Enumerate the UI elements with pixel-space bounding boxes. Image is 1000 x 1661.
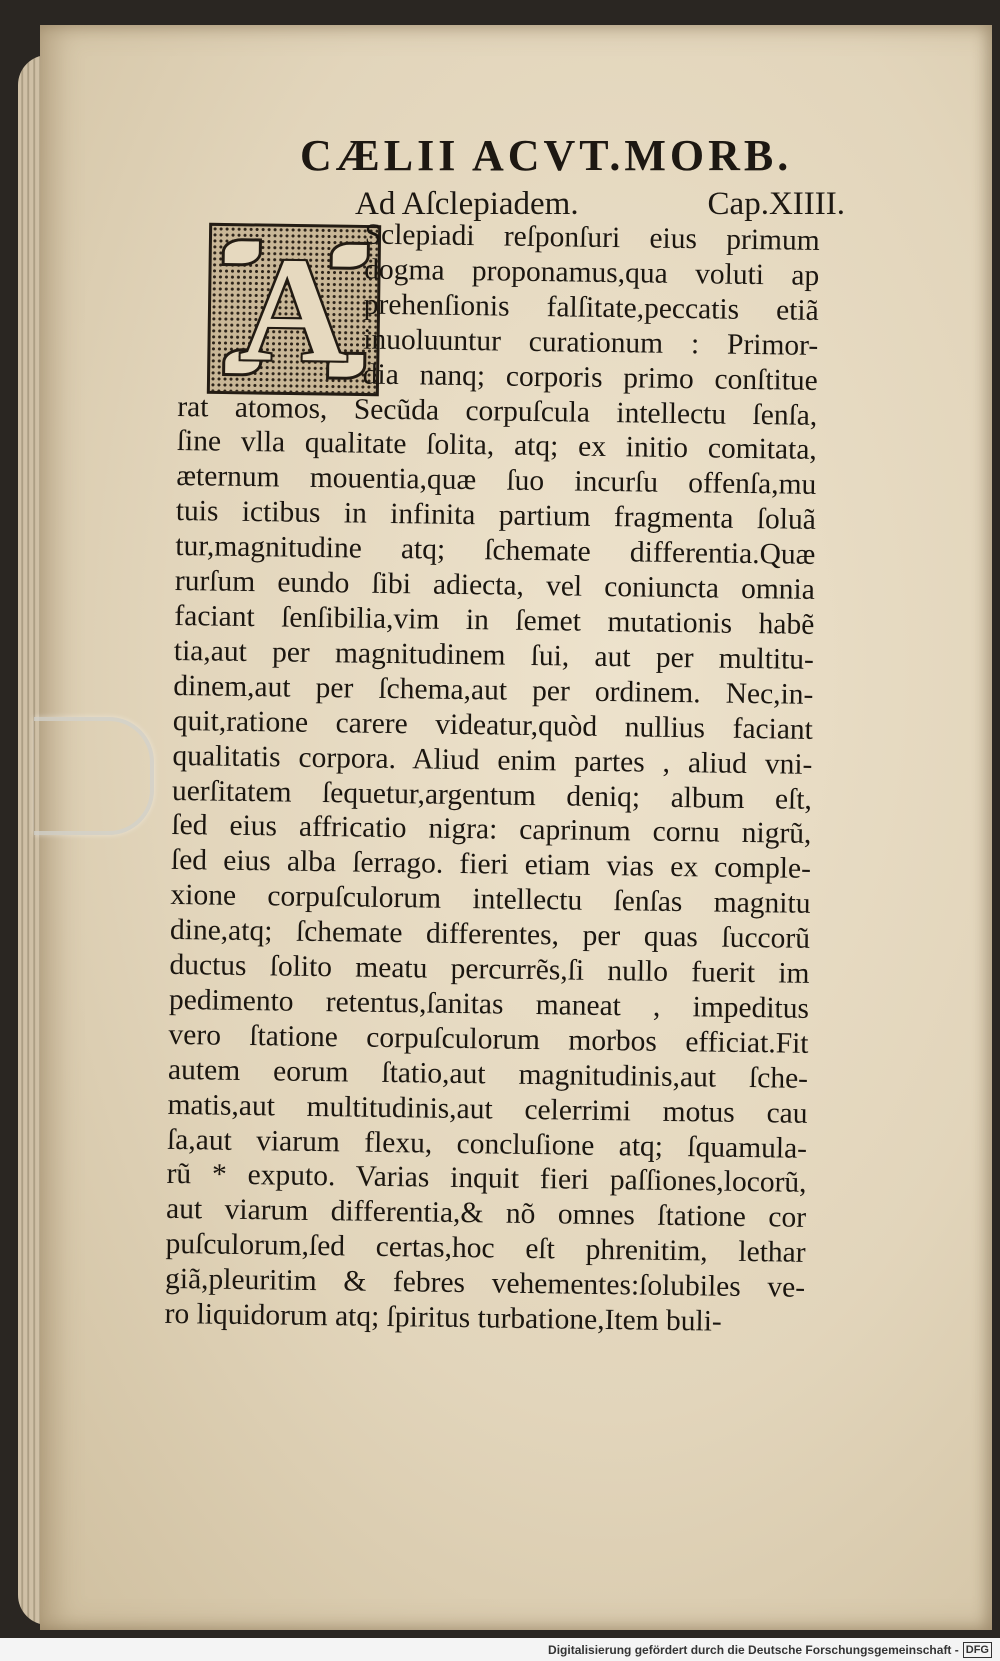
running-header: CÆLII ACVT.MORB. [300, 131, 793, 180]
text-line: Sclepiadi reſponſuri eius primum [364, 218, 820, 257]
text-line: faciant ſenſibilia,vim in ſemet mutationis habẽ [174, 599, 815, 641]
text-line: ro liquidorum atq; ſpiritus turbatione,Item buli- [164, 1297, 722, 1338]
chapter-number: Cap.XIIII. [707, 186, 845, 222]
text-line: ſed eius affricatio nigra: caprinum cornu nigrũ, [171, 809, 812, 851]
text-line: ductus ſolito meatu percurrẽs,ſi nullo fuerit im [169, 948, 810, 990]
text-line: ſa,aut viarum flexu, concluſione atq; ſquamula- [166, 1123, 808, 1165]
text-line: tia,aut per magnitudinem ſui, aut per multitu- [173, 634, 815, 676]
text-line: uerſitatem ſequetur,argentum deniq; album eſt, [171, 774, 813, 816]
text-line: ſed eius alba ſerrago. fieri etiam vias ex comple- [170, 844, 812, 886]
show-through-bleed [245, 1437, 251, 1464]
text-line: tur,magnitudine atq; ſchemate differentia.Quæ [175, 530, 816, 572]
text-line: vero ſtatione corpuſculorum morbos efficiat.Fit [168, 1018, 809, 1060]
text-line: rurſum eundo ſibi adiecta, vel coniuncta omnia [174, 565, 816, 606]
subhead-title: Ad Aſclepiadem. [355, 186, 579, 222]
text-line: prehenſionis falſitate,peccatis etiã [363, 288, 819, 327]
text-line: quit,ratione carere videatur,quòd nullius faciant [172, 704, 814, 746]
footer-credit: Digitalisierung gefördert durch die Deutsche Forschungsgemeinschaft - [548, 1642, 959, 1657]
text-line: aut viarum differentia,& nõ omnes ſtatione cor [165, 1193, 807, 1235]
text-line: æternum mouentia,quæ ſuo incurſu offenſa,mu [176, 460, 817, 502]
text-line: inuoluuntur curationum : Primor- [363, 323, 819, 362]
text-line: qualitatis corpora. Aliud enim partes , aliud vni- [172, 739, 813, 781]
text-line: matis,aut multitudinis,aut celerrimi motus cau [167, 1088, 808, 1130]
text-line: giã,pleuritim & febres vehementes:ſolubiles ve- [164, 1263, 806, 1305]
text-line: dinem,aut per ſchema,aut per ordinem. Nec,in- [173, 669, 814, 711]
text-line: puſculorum,ſed certas,hoc eſt phrenitim, lethar [165, 1228, 806, 1270]
initial-letter: A [238, 225, 350, 394]
text-line: dogma proponamus,qua voluti ap [364, 253, 820, 292]
text-line: dine,atq; ſchemate differentes, per quas ſuccorũ [169, 914, 811, 955]
digitization-footer [0, 1638, 1000, 1661]
text-line: xione corpuſculorum intellectu ſenſas magnitu [170, 879, 811, 921]
chapter-subhead [355, 186, 845, 223]
text-line: tuis ictibus in infinita partium fragmenta ſoluã [175, 495, 817, 537]
text-line: rũ * exputo. Varias inquit fieri paſſiones,locorũ, [166, 1158, 807, 1200]
page-clip [34, 717, 154, 835]
text-line: ſine vlla qualitate ſolita, atq; ex initio comitata, [176, 425, 817, 467]
text-line: rat atomos, Secũda corpuſcula intellectu ſenſa, [177, 390, 818, 432]
text-line: autem eorum ſtatio,aut magnitudinis,aut ſche- [167, 1053, 809, 1095]
text-line: pedimento retentus,ſanitas maneat , impeditus [168, 983, 810, 1025]
text-line: dia nanq; corporis primo conſtitue [362, 358, 818, 397]
dfg-logo: DFG [963, 1642, 992, 1658]
body-text [164, 215, 820, 1341]
